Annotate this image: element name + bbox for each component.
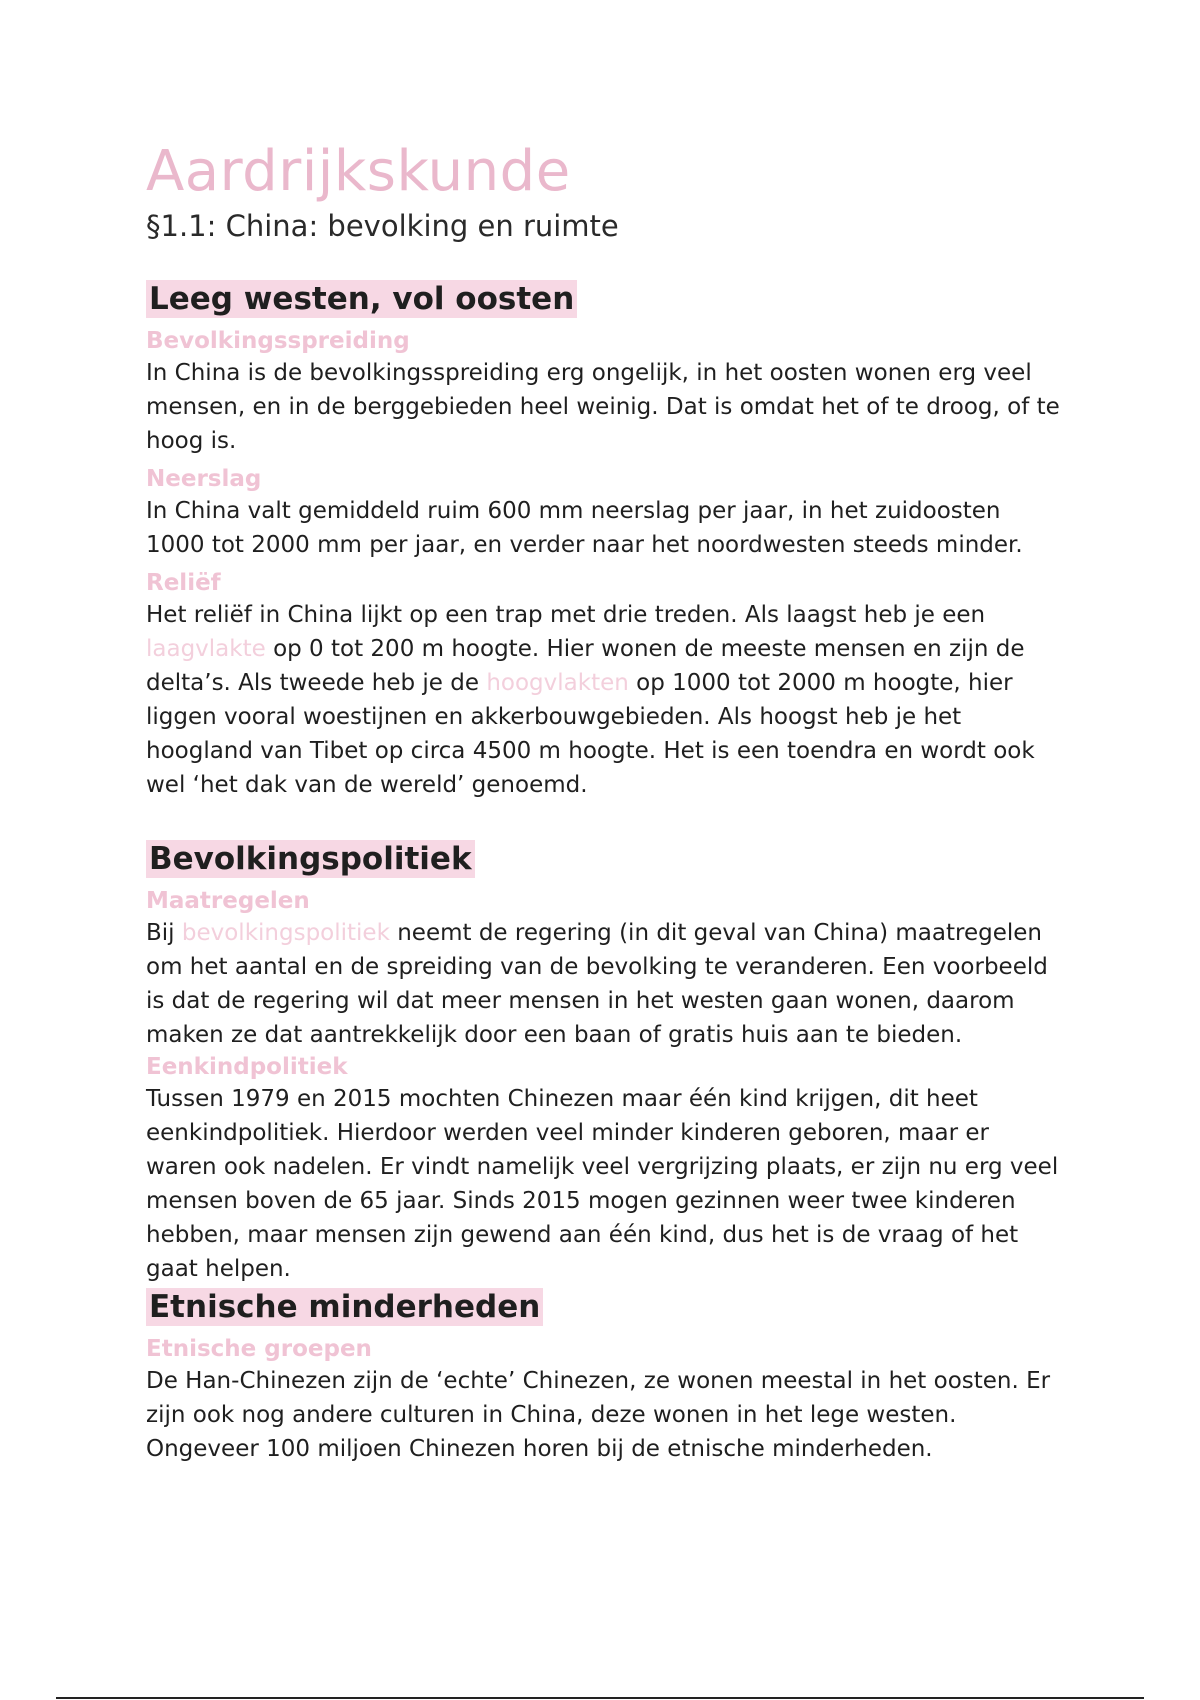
paragraph-bevolkingsspreiding: In China is de bevolkingsspreiding erg ongelijk, in het oosten wonen erg veel mensen, en in de berggebieden heel weinig. Dat is omdat het of te droog, of te hoog is. — [146, 360, 1060, 454]
subheading-neerslag: Neerslag — [146, 466, 262, 492]
paragraph-etnische-groepen: De Han-Chinezen zijn de ‘echte’ Chinezen, ze wonen meestal in het oosten. Er zijn ook nog andere culturen in China, deze wonen in het lege westen. Ongeveer 100 miljoen Chinezen horen bij de etnische minderheden. — [146, 1368, 1051, 1462]
text-segment: Bij — [146, 920, 182, 946]
section-heading: Bevolkingspolitiek — [146, 840, 475, 878]
subheading-relief: Reliëf — [146, 570, 221, 596]
text-segment: neemt de regering (in dit geval van China) maatregelen om het aantal en de spreiding van de bevolking te veranderen. Een voorbeeld is dat de regering wil dat meer mensen in het westen gaan wonen, daarom maken ze dat aantrekkelijk door een baan of gratis huis aan te bieden. — [146, 920, 1048, 1048]
text-segment: Het reliëf in China lijkt op een trap met drie treden. Als laagst heb je een — [146, 602, 986, 628]
document-title: Aardrijkskunde — [146, 139, 571, 204]
page-bottom-rule — [56, 1697, 1144, 1699]
section-bevolkingspolitiek — [146, 840, 1066, 1286]
subheading-eenkindpolitiek: Eenkindpolitiek — [146, 1054, 348, 1080]
section-etnische-minderheden — [146, 1288, 1066, 1466]
section-heading: Leeg westen, vol oosten — [146, 280, 577, 318]
term-laagvlakte: laagvlakte — [146, 636, 266, 662]
section-heading: Etnische minderheden — [146, 1288, 543, 1326]
text-segment: op 0 tot 200 m hoogte. Hier wonen de meeste mensen en zijn de delta’s. Als tweede heb je de — [146, 636, 1025, 696]
paragraph-eenkindpolitiek: Tussen 1979 en 2015 mochten Chinezen maar één kind krijgen, dit heet eenkindpolitiek. Hierdoor werden veel minder kinderen geboren, maar er waren ook nadelen. Er vindt namelijk veel vergrijzing plaats, er zijn nu erg veel mensen boven de 65 jaar. Sinds 2015 mogen gezinnen weer twee kinderen hebben, maar mensen zijn gewend aan één kind, dus het is de vraag of het gaat helpen. — [146, 1086, 1059, 1282]
section-leeg-westen — [146, 280, 1066, 802]
paragraph-maatregelen — [146, 916, 1066, 1052]
term-bevolkingspolitiek: bevolkingspolitiek — [181, 920, 390, 946]
document-page — [146, 140, 1066, 1466]
paragraph-neerslag: In China valt gemiddeld ruim 600 mm neerslag per jaar, in het zuidoosten 1000 tot 2000 mm per jaar, en verder naar het noordwesten steeds minder. — [146, 498, 1023, 558]
term-hoogvlakten: hoogvlakten — [486, 670, 629, 696]
text-segment: op 1000 tot 2000 m hoogte, hier liggen vooral woestijnen en akkerbouwgebieden. Als hoogst heb je het hoogland van Tibet op circa 4500 m hoogte. Het is een toendra en wordt ook wel ‘het dak van de wereld’ genoemd. — [146, 670, 1035, 798]
paragraph-relief — [146, 598, 1066, 802]
subheading-etnische-groepen: Etnische groepen — [146, 1336, 372, 1362]
subheading-bevolkingsspreiding: Bevolkingsspreiding — [146, 328, 410, 354]
document-subtitle: §1.1: China: bevolking en ruimte — [146, 209, 619, 243]
subheading-maatregelen: Maatregelen — [146, 888, 310, 914]
